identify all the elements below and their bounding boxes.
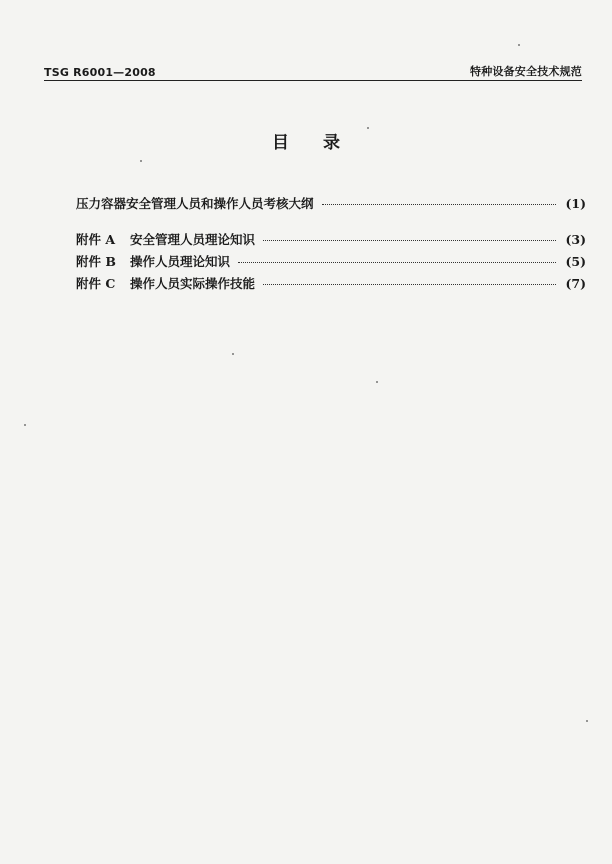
scan-speck <box>376 381 378 383</box>
toc-entry-main[interactable] <box>76 194 586 216</box>
toc-entry-text: 操作人员理论知识 <box>130 254 231 269</box>
toc-entry-appendix-a[interactable] <box>76 230 586 252</box>
header-rule <box>44 80 582 81</box>
standard-code: TSG R6001—2008 <box>44 66 156 79</box>
dot-leader <box>263 240 556 241</box>
toc-page-number: (7) <box>565 276 586 291</box>
scan-speck <box>518 44 520 46</box>
toc-page-number: (1) <box>565 196 586 211</box>
appendix-label: 附件 C <box>76 276 116 291</box>
toc-title: 目录 <box>272 133 374 153</box>
scan-speck <box>586 720 588 722</box>
appendix-label: 附件 B <box>76 254 116 269</box>
scan-speck <box>367 127 369 129</box>
appendix-label: 附件 A <box>76 232 116 247</box>
toc-entry-text: 安全管理人员理论知识 <box>130 232 256 247</box>
dot-leader <box>238 262 556 263</box>
toc-entry-text: 压力容器安全管理人员和操作人员考核大纲 <box>76 196 314 211</box>
dot-leader <box>263 284 556 285</box>
toc-entry-text: 操作人员实际操作技能 <box>130 276 256 291</box>
toc-page-number: (5) <box>565 254 586 269</box>
page-header <box>44 57 582 79</box>
toc-entry-appendix-b[interactable] <box>76 252 586 274</box>
toc-page-number: (3) <box>565 232 586 247</box>
table-of-contents <box>76 194 586 296</box>
toc-entry-appendix-c[interactable] <box>76 274 586 296</box>
scan-speck <box>140 160 142 162</box>
scan-speck <box>232 353 234 355</box>
series-title: 特种设备安全技术规范 <box>470 65 582 78</box>
scan-speck <box>24 424 26 426</box>
dot-leader <box>322 204 556 205</box>
